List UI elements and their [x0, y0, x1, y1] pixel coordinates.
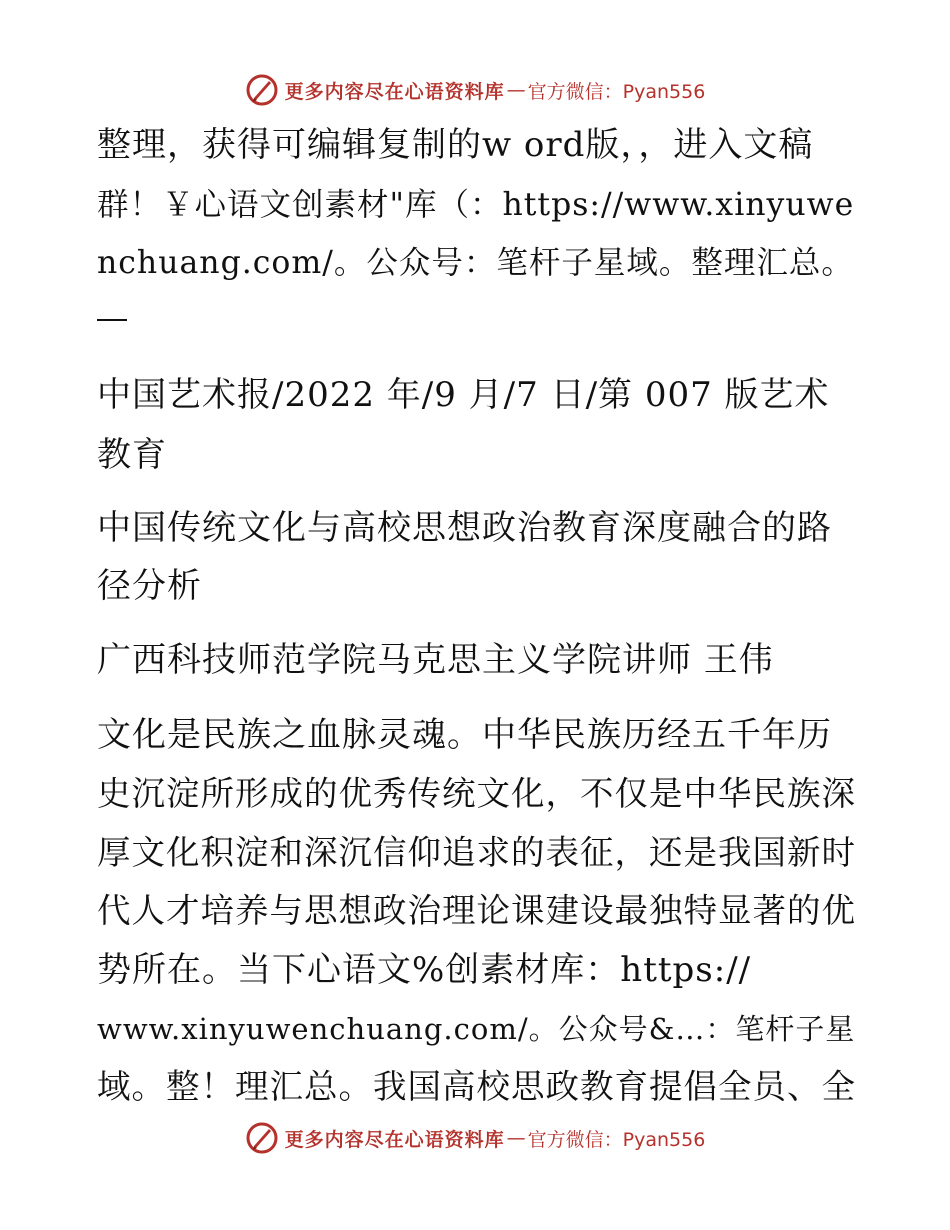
- body-line: 史沉淀所形成的优秀传统文化，不仅是中华民族深: [97, 774, 856, 813]
- body-line: 势所在。当下心语文%创素材库：https://: [97, 950, 752, 990]
- quill-logo-icon: [245, 73, 279, 107]
- body-line: 文化是民族之血脉灵魂。中华民族历经五千年历: [97, 715, 832, 755]
- banner-wechat-text: 官方微信：Pyan556: [527, 80, 706, 103]
- footer-banner: [0, 1118, 950, 1158]
- body-line: 域。整！理汇总。我国高校思政教育提倡全员、全: [97, 1067, 856, 1106]
- banner-main-text: 更多内容尽在心语资料库: [284, 1128, 505, 1151]
- banner-wechat-text: 官方微信：Pyan556: [527, 1128, 706, 1151]
- intro-line: nchuang.com/。公众号：笔杆子星域。整理汇总。: [97, 245, 854, 281]
- body-line: 厚文化积淀和深沉信仰追求的表征，还是我国新时: [97, 833, 856, 872]
- author-line: 广西科技师范学院马克思主义学院讲师 王伟: [97, 640, 774, 680]
- header-banner: [0, 70, 950, 110]
- source-line: 教育: [97, 435, 167, 475]
- intro-line: 群！￥心语文创素材"库（：https://www.xinyuwe: [97, 187, 855, 223]
- banner-main-text: 更多内容尽在心语资料库: [284, 80, 505, 103]
- article-title-line: 中国传统文化与高校思想政治教育深度融合的路: [97, 508, 832, 548]
- quill-logo-icon: [245, 1121, 279, 1155]
- divider-dash: [97, 319, 127, 321]
- article-title-line: 径分析: [97, 566, 202, 606]
- body-line: www.xinyuwenchuang.com/。公众号&…：笔杆子星: [97, 1012, 856, 1046]
- intro-line: 整理，获得可编辑复制的w ord版，，进入文稿: [97, 125, 814, 165]
- banner-separator: —: [506, 79, 526, 101]
- source-line: 中国艺术报/2022 年/9 月/7 日/第 007 版艺术: [97, 375, 830, 415]
- body-line: 代人才培养与思想政治理论课建设最独特显著的优: [97, 891, 856, 930]
- banner-separator: —: [506, 1127, 526, 1149]
